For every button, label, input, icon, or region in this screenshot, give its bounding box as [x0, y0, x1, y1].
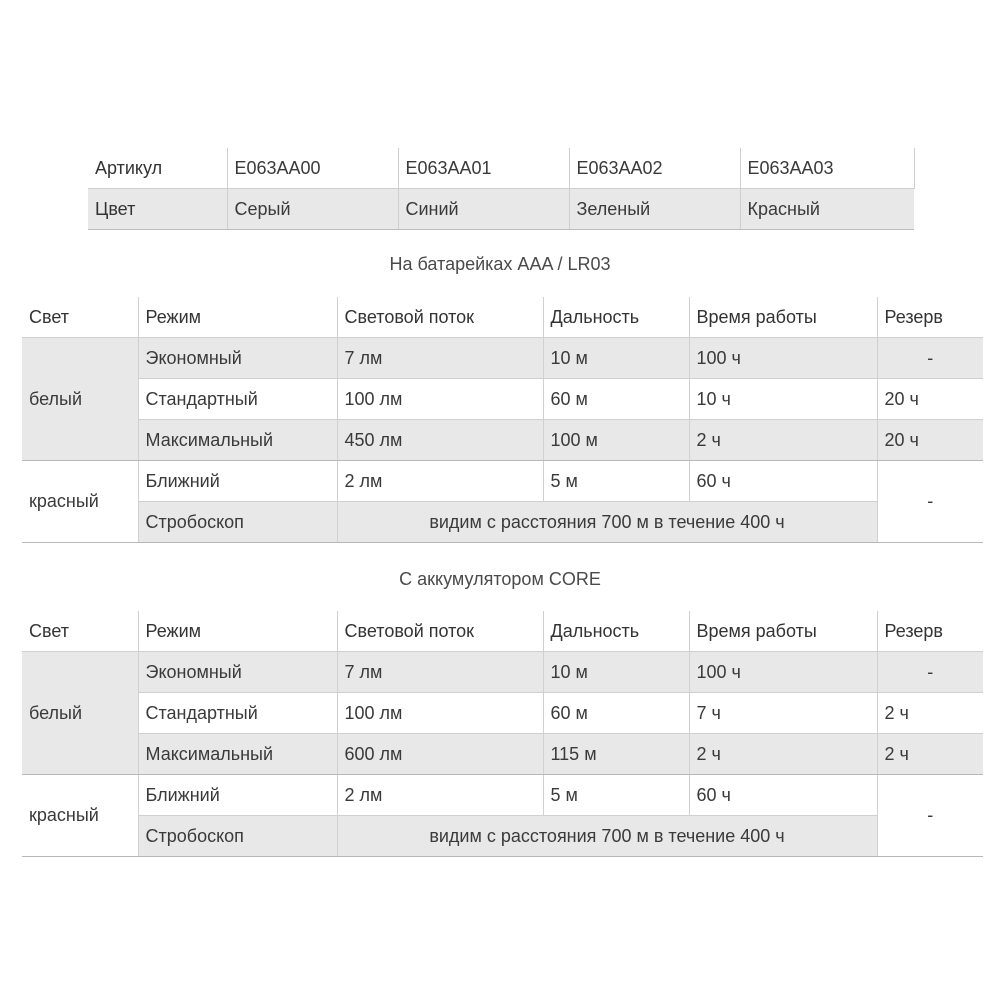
table-row: [22, 775, 983, 816]
header-flux: Световой поток: [337, 297, 543, 338]
flux-cell: 450 лм: [337, 420, 543, 461]
table-row: [22, 338, 983, 379]
runtime-cell: 60 ч: [689, 775, 877, 816]
battery-section-caption: На батарейках AAA / LR03: [389, 254, 611, 274]
runtime-cell: 7 ч: [689, 693, 877, 734]
header-reserve: Резерв: [877, 611, 983, 652]
header-range: Дальность: [543, 297, 689, 338]
color-label: Цвет: [88, 189, 227, 230]
range-cell: 5 м: [543, 461, 689, 502]
core-section-caption: С аккумулятором CORE: [399, 569, 601, 589]
mode-cell: Ближний: [138, 775, 337, 816]
article-value: E063AA03: [740, 148, 914, 189]
table-row: [22, 502, 983, 543]
reserve-cell: 2 ч: [877, 734, 983, 775]
reserve-cell: 20 ч: [877, 379, 983, 420]
flux-cell: 7 лм: [337, 338, 543, 379]
runtime-cell: 2 ч: [689, 734, 877, 775]
flux-cell: 100 лм: [337, 379, 543, 420]
light-red-label: красный: [22, 775, 138, 857]
table-header-row: [22, 611, 983, 652]
range-cell: 60 м: [543, 379, 689, 420]
range-cell: 115 м: [543, 734, 689, 775]
color-row: [88, 189, 914, 230]
article-row: [88, 148, 914, 189]
header-light: Свет: [22, 611, 138, 652]
article-value: E063AA02: [569, 148, 740, 189]
mode-cell: Максимальный: [138, 420, 337, 461]
table-row: [22, 461, 983, 502]
light-white-label: белый: [22, 652, 138, 775]
reserve-cell: 20 ч: [877, 420, 983, 461]
table-header-row: [22, 297, 983, 338]
runtime-cell: 60 ч: [689, 461, 877, 502]
reserve-cell: 2 ч: [877, 693, 983, 734]
header-flux: Световой поток: [337, 611, 543, 652]
mode-cell: Максимальный: [138, 734, 337, 775]
flux-cell: 2 лм: [337, 461, 543, 502]
light-red-label: красный: [22, 461, 138, 543]
header-mode: Режим: [138, 297, 337, 338]
table-row: [22, 693, 983, 734]
table-row: [22, 816, 983, 857]
table-row: [22, 379, 983, 420]
color-value: Серый: [227, 189, 398, 230]
mode-cell: Экономный: [138, 338, 337, 379]
header-mode: Режим: [138, 611, 337, 652]
mode-cell: Экономный: [138, 652, 337, 693]
mode-cell: Стробоскоп: [138, 502, 337, 543]
mode-cell: Стандартный: [138, 379, 337, 420]
range-cell: 10 м: [543, 338, 689, 379]
header-runtime: Время работы: [689, 611, 877, 652]
mode-cell: Стандартный: [138, 693, 337, 734]
flux-cell: 2 лм: [337, 775, 543, 816]
article-label: Артикул: [88, 148, 227, 189]
range-cell: 60 м: [543, 693, 689, 734]
table-row: [22, 420, 983, 461]
light-white-label: белый: [22, 338, 138, 461]
flux-cell: 100 лм: [337, 693, 543, 734]
strobe-note: видим с расстояния 700 м в течение 400 ч: [337, 502, 877, 543]
core-spec-table: [22, 611, 983, 857]
strobe-note: видим с расстояния 700 м в течение 400 ч: [337, 816, 877, 857]
color-value: Зеленый: [569, 189, 740, 230]
battery-spec-table: [22, 297, 983, 543]
reserve-cell: -: [877, 338, 983, 379]
mode-cell: Стробоскоп: [138, 816, 337, 857]
article-color-table: [88, 148, 915, 230]
flux-cell: 7 лм: [337, 652, 543, 693]
table-row: [22, 734, 983, 775]
range-cell: 5 м: [543, 775, 689, 816]
flux-cell: 600 лм: [337, 734, 543, 775]
color-value: Красный: [740, 189, 914, 230]
runtime-cell: 100 ч: [689, 652, 877, 693]
header-light: Свет: [22, 297, 138, 338]
reserve-cell: -: [877, 775, 983, 857]
table-row: [22, 652, 983, 693]
article-value: E063AA00: [227, 148, 398, 189]
runtime-cell: 100 ч: [689, 338, 877, 379]
header-runtime: Время работы: [689, 297, 877, 338]
article-value: E063AA01: [398, 148, 569, 189]
range-cell: 100 м: [543, 420, 689, 461]
mode-cell: Ближний: [138, 461, 337, 502]
header-reserve: Резерв: [877, 297, 983, 338]
range-cell: 10 м: [543, 652, 689, 693]
color-value: Синий: [398, 189, 569, 230]
runtime-cell: 10 ч: [689, 379, 877, 420]
runtime-cell: 2 ч: [689, 420, 877, 461]
header-range: Дальность: [543, 611, 689, 652]
reserve-cell: -: [877, 652, 983, 693]
reserve-cell: -: [877, 461, 983, 543]
